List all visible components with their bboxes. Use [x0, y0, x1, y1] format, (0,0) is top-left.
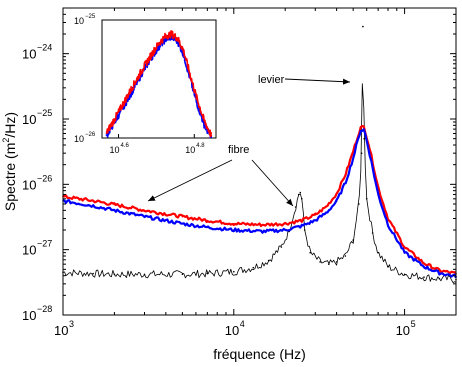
inset-series-red-point	[106, 132, 108, 134]
inset-plot	[74, 14, 216, 155]
series-black-point	[281, 246, 283, 248]
inset-x-tick-label-exp: 4.6	[120, 143, 129, 149]
series-black-point	[144, 274, 146, 276]
y-axis-label-main: Spectre (m	[2, 142, 18, 212]
series-black-point	[423, 276, 425, 278]
series-blue-point	[404, 252, 406, 254]
series-black-point	[295, 206, 297, 208]
inset-y-tick-label-exp: −26	[85, 132, 96, 138]
annotation-fibre: fibre	[228, 144, 250, 156]
series-blue-point	[377, 194, 379, 196]
series-red-point	[284, 223, 286, 225]
inset-series-red-point	[171, 33, 173, 35]
series-red-point	[263, 224, 265, 226]
series-red-point	[363, 126, 365, 128]
series-red-point	[345, 174, 347, 176]
series-blue-point	[345, 182, 347, 184]
series-blue-point	[207, 227, 209, 229]
series-blue-point	[326, 212, 328, 214]
x-tick-label: 10	[395, 323, 411, 338]
series-black-point	[92, 273, 94, 275]
series-blue-point	[387, 224, 389, 226]
series-black-point	[352, 239, 354, 241]
series-blue	[62, 129, 457, 278]
series-black-point	[114, 274, 116, 276]
inset-series-red-point	[188, 69, 190, 71]
y-tick-label-exp: −25	[37, 107, 53, 118]
inset-series-red-point	[182, 49, 184, 51]
inset-x-tick-label: 10	[185, 145, 196, 155]
inset-series-red-point	[119, 110, 121, 112]
series-red-point	[315, 214, 317, 216]
inset-series-red-point	[196, 97, 198, 99]
inset-series-red-point	[152, 52, 154, 54]
series-black-point	[372, 232, 374, 234]
y-axis-label	[1, 112, 18, 211]
series-red-point	[336, 193, 338, 195]
series-black-point	[233, 271, 235, 273]
y-tick-label: 10	[22, 242, 37, 258]
series-red-point	[404, 246, 406, 248]
arrow-levier	[285, 79, 350, 82]
series-black-point	[387, 266, 389, 268]
series-blue-line	[63, 129, 456, 277]
series-blue-point	[336, 201, 338, 203]
x-tick-label-exp: 5	[410, 319, 416, 329]
y-tick-label: 10	[22, 111, 37, 127]
series-black-point	[328, 263, 330, 265]
y-tick-label-exp: −26	[37, 173, 53, 184]
x-tick-label-exp: 4	[239, 319, 245, 329]
series-black-point	[361, 152, 363, 154]
series-blue-point	[233, 229, 235, 231]
inset-series-red-point	[203, 120, 205, 122]
inset-series-red-point	[159, 42, 161, 44]
series-black-point	[309, 252, 311, 254]
series-black-point	[363, 138, 365, 140]
series-red-point	[352, 151, 354, 153]
series-black-point	[404, 274, 406, 276]
inset-y-tick-label: 10	[74, 16, 85, 26]
series-black-point	[301, 198, 303, 200]
series-red-point	[114, 204, 116, 206]
series-red-point	[359, 127, 361, 129]
series-black-point	[304, 229, 306, 231]
series-red-point	[423, 262, 425, 264]
series-black-point	[253, 267, 255, 269]
series-blue-point	[359, 130, 361, 132]
series-blue-point	[368, 151, 370, 153]
inset-series-blue-point	[119, 113, 121, 115]
series-black-point	[207, 273, 209, 275]
series-blue-point	[144, 216, 146, 218]
series-blue-point	[439, 272, 441, 274]
plot-area	[22, 8, 457, 338]
series-blue-point	[352, 158, 354, 160]
series-red-point	[233, 223, 235, 225]
series-red-point	[144, 210, 146, 212]
inset-frame	[102, 20, 216, 138]
series-blue-point	[114, 210, 116, 212]
arrow-fibre-left	[148, 160, 232, 201]
series-black-point	[345, 255, 347, 257]
series-blue-point	[92, 205, 94, 207]
y-tick-label-exp: −28	[37, 304, 53, 314]
inset-series-red-point	[165, 35, 167, 37]
series-blue-point	[182, 223, 184, 225]
inset-series-blue-point	[211, 137, 213, 139]
x-tick-label-exp: 3	[69, 319, 75, 329]
y-tick-label-exp: −27	[37, 238, 53, 249]
series-red-point	[182, 216, 184, 218]
inset-y-tick-label-exp: −25	[85, 14, 96, 20]
inset-series-red-point	[130, 88, 132, 90]
series-black-point	[298, 194, 300, 196]
series-black-point	[182, 274, 184, 276]
arrow-fibre-right	[252, 160, 293, 206]
x-tick-label: 10	[54, 323, 69, 338]
series-black-point	[268, 260, 270, 262]
y-tick-label: 10	[22, 308, 37, 323]
inset-series-blue-point	[106, 135, 108, 137]
series-red-point	[92, 200, 94, 202]
y-tick-label-exp: −24	[37, 42, 53, 53]
series-black-point	[358, 203, 360, 205]
series-black-point	[319, 261, 321, 263]
series-blue-point	[363, 129, 365, 131]
series-black-point	[377, 252, 379, 254]
series-blue-point	[263, 231, 265, 233]
series-black-point	[300, 192, 302, 194]
series-blue-point	[315, 220, 317, 222]
series-blue-point	[301, 225, 303, 227]
inset-series-red-point	[211, 135, 213, 137]
inset-series-red-point	[142, 69, 144, 71]
y-axis-label-sup: 2	[1, 137, 11, 143]
inset-x-tick-label-exp: 4.8	[196, 143, 205, 149]
inset-series-red-point	[177, 38, 179, 40]
y-axis-label-end: /Hz)	[2, 111, 18, 138]
x-axis-label: fréquence (Hz)	[213, 346, 306, 362]
annotation-levier: levier	[258, 74, 285, 86]
series-red-point	[301, 220, 303, 222]
series-blue-point	[284, 229, 286, 231]
series-black-point	[362, 26, 364, 28]
series-red-point	[326, 206, 328, 208]
series-black-point	[366, 198, 368, 200]
inset-y-tick-label: 10	[74, 134, 85, 144]
series-black-point	[336, 261, 338, 263]
inset-x-tick-label: 10	[109, 145, 120, 155]
x-tick-label: 10	[224, 323, 240, 338]
y-tick-label: 10	[22, 177, 37, 193]
series-black-point	[439, 278, 441, 280]
series-blue-point	[423, 266, 425, 268]
y-tick-label: 10	[22, 46, 37, 62]
series-red-point	[207, 220, 209, 222]
